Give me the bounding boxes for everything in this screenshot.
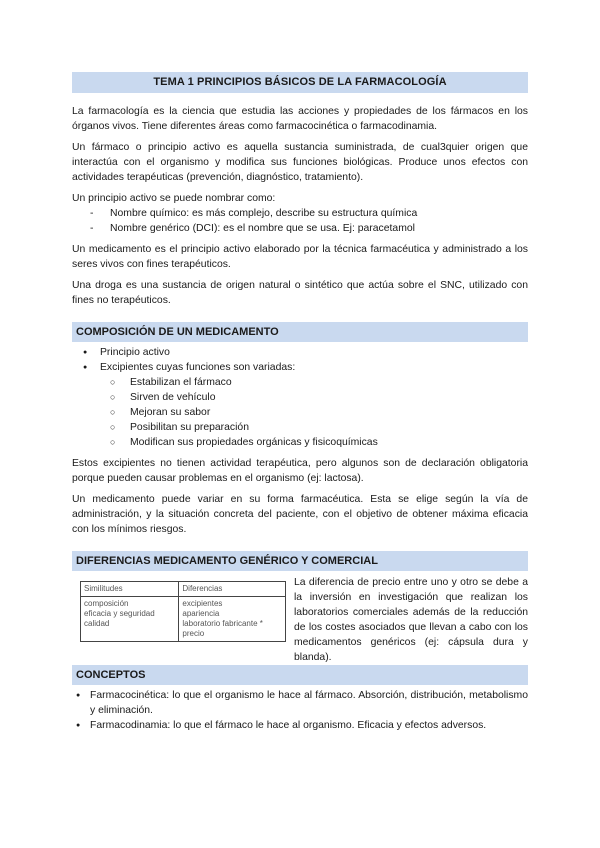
document-page <box>72 72 528 733</box>
intro-paragraph-3: Un principio activo se puede nombrar como: <box>72 193 276 204</box>
conceptos-list <box>72 688 528 733</box>
table-header-diferencias: Diferencias <box>179 582 286 597</box>
composicion-paragraph-1: Estos excipientes no tienen actividad terapéutica, pero algunos son de declaración obligatoria porque pueden causar problemas en el organismo (ej: lactosa). <box>72 458 528 484</box>
document-title: TEMA 1 PRINCIPIOS BÁSICOS DE LA FARMACOLOGÍA <box>72 72 528 93</box>
list-item: ● Farmacocinética: lo que el organismo le hace al fármaco. Absorción, distribución, metabolismo y eliminación. <box>72 688 528 718</box>
intro-paragraph-5: Una droga es una sustancia de origen natural o sintético que actúa sobre el SNC, utilizado con fines no terapéuticos. <box>72 280 528 306</box>
list-item: ○ Estabilizan el fármaco <box>72 375 528 390</box>
list-item: ● Excipientes cuyas funciones son variadas: <box>72 360 528 375</box>
list-item: ○ Posibilitan su preparación <box>72 420 528 435</box>
intro-paragraph-4: Un medicamento es el principio activo elaborado por la técnica farmacéutica y administrado a los seres vivos con fines terapéuticos. <box>72 244 528 270</box>
composicion-list <box>72 345 528 450</box>
section-heading-composicion: COMPOSICIÓN DE UN MEDICAMENTO <box>72 322 528 342</box>
diferencias-block <box>72 571 528 663</box>
diferencias-paragraph: La diferencia de precio entre uno y otro se debe a la inversión en investigación que realizan los laboratorios comerciales además de la reducción de los costes asociados que llevan a cabo con los medicamentos genéricos (ej: cápsula dura y blanda). <box>294 577 528 663</box>
intro-paragraph-1: La farmacología es la ciencia que estudia las acciones y propiedades de los fármacos en los órganos vivos. Tiene diferentes áreas como farmacocinética o farmacodinamia. <box>72 106 528 132</box>
table-header-similitudes: Similitudes <box>81 582 179 597</box>
table-cell-similitudes: composición eficacia y seguridad calidad <box>81 597 179 642</box>
table-cell-diferencias: excipientes apariencia laboratorio fabricante * precio <box>179 597 286 642</box>
intro-paragraph-2: Un fármaco o principio activo es aquella sustancia suministrada, de cual3quier origen que interactúa con el organismo y modifica sus funciones biológicas. Produce unos efectos con actividades terapéuticas (prevención, diagnóstico, tratamiento). <box>72 142 528 183</box>
list-item: ● Principio activo <box>72 345 528 360</box>
composicion-paragraph-2: Un medicamento puede variar en su forma farmacéutica. Esta se elige según la vía de administración, y la situación concreta del paciente, con el objetivo de obtener máxima eficacia con los mínimos riesgos. <box>72 494 528 535</box>
list-item: ○ Sirven de vehículo <box>72 390 528 405</box>
section-heading-conceptos: CONCEPTOS <box>72 665 528 685</box>
list-item: ○ Modifican sus propiedades orgánicas y fisicoquímicas <box>72 435 528 450</box>
names-list <box>72 206 528 236</box>
list-item: ● Farmacodinamia: lo que el fármaco le hace al organismo. Eficacia y efectos adversos. <box>72 718 528 733</box>
list-item: ○ Mejoran su sabor <box>72 405 528 420</box>
list-item: - Nombre químico: es más complejo, describe su estructura química <box>72 206 528 221</box>
comparison-table <box>80 581 286 642</box>
list-item: - Nombre genérico (DCI): es el nombre que se usa. Ej: paracetamol <box>72 221 528 236</box>
section-heading-diferencias: DIFERENCIAS MEDICAMENTO GENÉRICO Y COMERCIAL <box>72 551 528 571</box>
